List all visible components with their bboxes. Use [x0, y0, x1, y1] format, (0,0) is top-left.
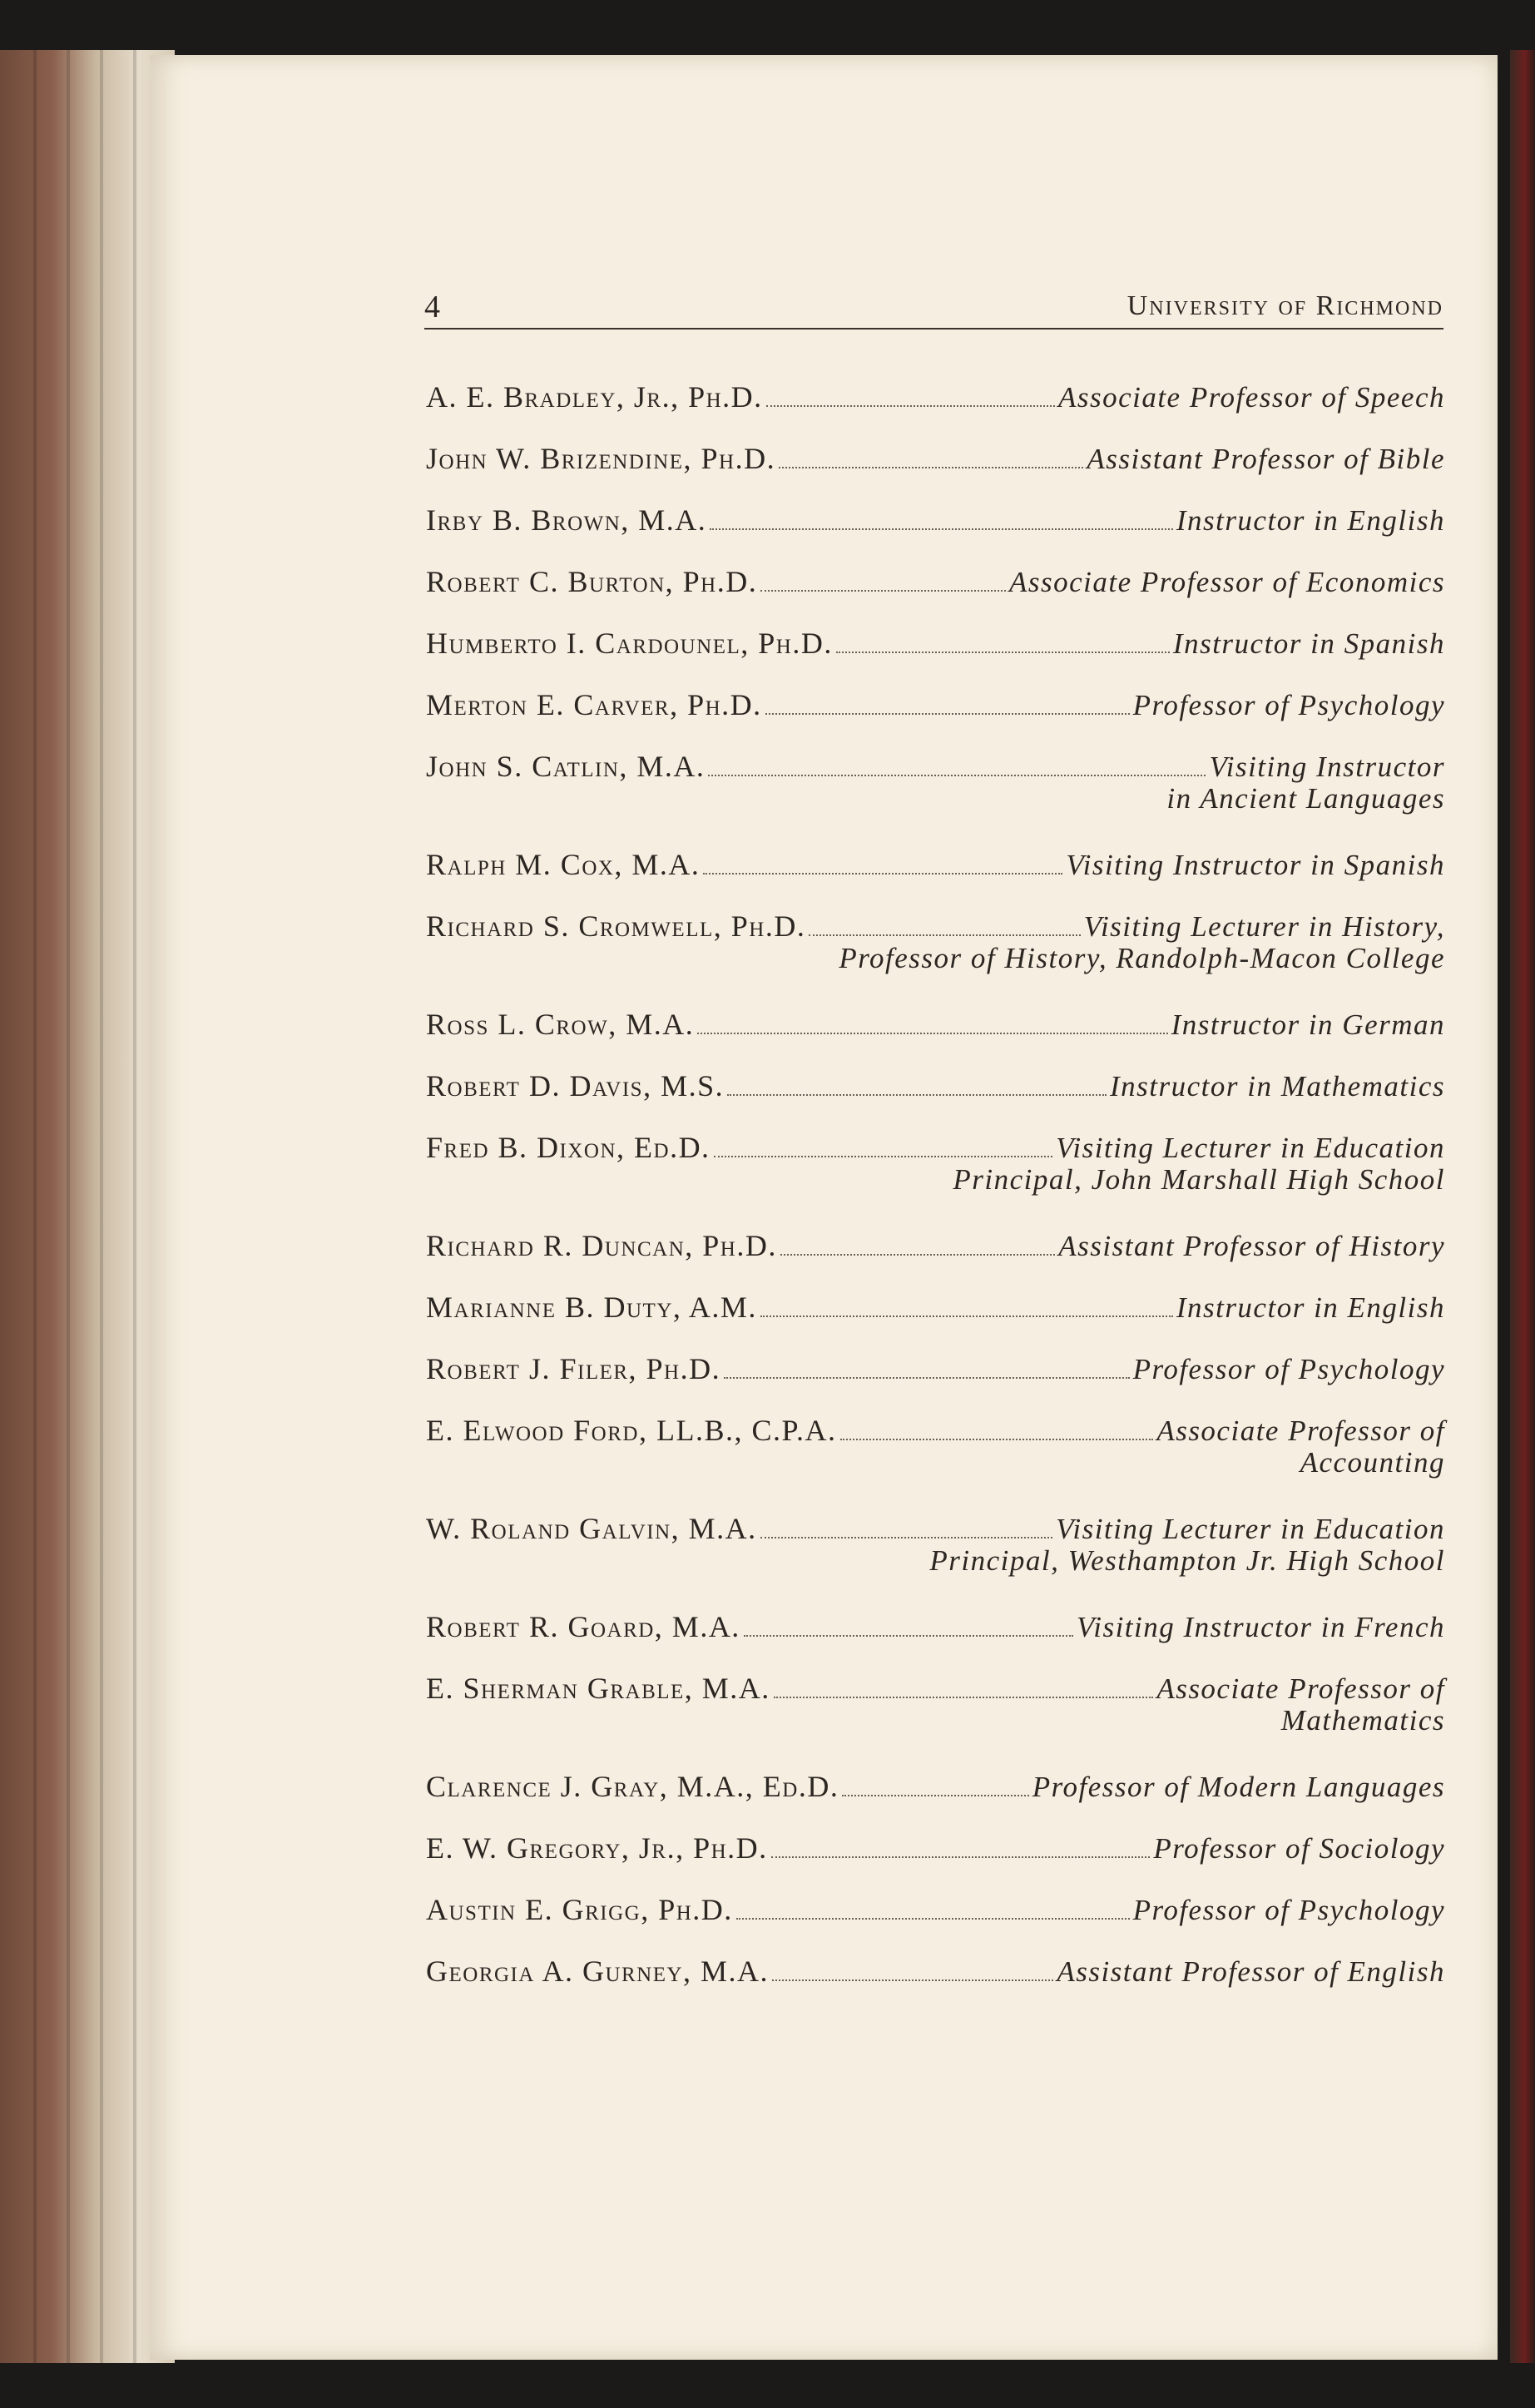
faculty-name: Austin E. Grigg, Ph.D.	[426, 1893, 733, 1926]
faculty-title: Professor of Modern Languages	[1032, 1771, 1445, 1803]
entry-line	[426, 1596, 1445, 1657]
faculty-title-continued: Mathematics	[1280, 1704, 1445, 1737]
faculty-title: Visiting Instructor in French	[1076, 1611, 1445, 1643]
faculty-name: Merton E. Carver, Ph.D.	[426, 688, 762, 721]
entry-line	[426, 1338, 1445, 1400]
faculty-entry	[426, 1817, 1445, 1879]
faculty-entry	[426, 1276, 1445, 1338]
faculty-entry	[426, 993, 1445, 1055]
dot-leader	[771, 1856, 1151, 1858]
faculty-entry	[426, 1879, 1445, 1940]
faculty-name: Georgia A. Gurney, M.A.	[426, 1955, 770, 1988]
dot-leader	[760, 590, 1006, 592]
faculty-name: Clarence J. Gray, M.A., Ed.D.	[426, 1770, 839, 1803]
book-cover-edge	[1510, 50, 1535, 2363]
faculty-name: Richard R. Duncan, Ph.D.	[426, 1229, 777, 1262]
faculty-entry	[426, 1940, 1445, 2002]
entry-line	[426, 1940, 1445, 2002]
faculty-list	[426, 366, 1445, 2002]
dot-leader	[760, 1537, 1052, 1538]
faculty-title: Visiting Lecturer in Education	[1056, 1132, 1445, 1164]
faculty-title: Professor of Sociology	[1153, 1832, 1445, 1865]
faculty-name: Robert C. Burton, Ph.D.	[426, 565, 758, 598]
faculty-entry	[426, 674, 1445, 736]
faculty-title: Visiting Lecturer in Education	[1056, 1513, 1445, 1545]
faculty-title: Assistant Professor of History	[1058, 1230, 1445, 1262]
faculty-title: Associate Professor of	[1156, 1415, 1445, 1447]
entry-line	[426, 1215, 1445, 1276]
faculty-entry	[426, 736, 1445, 827]
faculty-title: Instructor in English	[1176, 1291, 1445, 1324]
faculty-name: Marianne B. Duty, A.M.	[426, 1291, 757, 1324]
dot-leader	[765, 713, 1130, 715]
faculty-name: Ross L. Crow, M.A.	[426, 1008, 695, 1041]
running-head: University of Richmond	[1126, 290, 1443, 321]
faculty-title: Instructor in English	[1176, 504, 1445, 537]
faculty-entry	[426, 1338, 1445, 1400]
faculty-title: Associate Professor of	[1156, 1672, 1445, 1705]
faculty-title: Assistant Professor of English	[1057, 1955, 1445, 1988]
faculty-name: Fred B. Dixon, Ed.D.	[426, 1131, 711, 1164]
faculty-title: Assistant Professor of Bible	[1087, 443, 1445, 475]
dot-leader	[766, 405, 1055, 407]
dot-leader	[774, 1697, 1154, 1698]
faculty-name: E. W. Gregory, Jr., Ph.D.	[426, 1831, 768, 1865]
faculty-entry	[426, 366, 1445, 428]
faculty-title-continued: Professor of History, Randolph-Macon College	[839, 942, 1445, 974]
faculty-name: Robert J. Filer, Ph.D.	[426, 1352, 721, 1385]
faculty-entry	[426, 1596, 1445, 1657]
entry-line	[426, 428, 1445, 489]
faculty-title-continued: in Ancient Languages	[1166, 782, 1445, 815]
dot-leader	[772, 1979, 1053, 1981]
faculty-title: Associate Professor of Economics	[1008, 566, 1445, 598]
header-rule	[424, 328, 1443, 329]
faculty-name: John W. Brizendine, Ph.D.	[426, 442, 776, 475]
faculty-name: Robert D. Davis, M.S.	[426, 1069, 725, 1102]
entry-line	[426, 674, 1445, 736]
faculty-entry	[426, 428, 1445, 489]
faculty-entry	[426, 1400, 1445, 1491]
entry-line	[426, 1817, 1445, 1879]
faculty-name: W. Roland Galvin, M.A.	[426, 1512, 757, 1545]
faculty-title-continued: Accounting	[1300, 1446, 1445, 1479]
entry-line	[426, 1879, 1445, 1940]
entry-line	[426, 551, 1445, 612]
dot-leader	[836, 652, 1170, 653]
faculty-name: Ralph M. Cox, M.A.	[426, 848, 701, 881]
entry-line	[426, 489, 1445, 551]
entry-line	[426, 1055, 1445, 1117]
dot-leader	[710, 528, 1173, 530]
faculty-entry	[426, 1215, 1445, 1276]
dot-leader	[760, 1315, 1173, 1317]
faculty-name: E. Elwood Ford, LL.B., C.P.A.	[426, 1414, 837, 1447]
dot-leader	[840, 1439, 1154, 1440]
faculty-entry	[426, 895, 1445, 987]
dot-leader	[780, 1254, 1055, 1256]
faculty-title-continued: Principal, John Marshall High School	[953, 1163, 1445, 1196]
faculty-entry	[426, 1117, 1445, 1208]
faculty-title: Associate Professor of Speech	[1057, 381, 1445, 414]
faculty-entry	[426, 551, 1445, 612]
faculty-title: Visiting Instructor in Spanish	[1066, 849, 1445, 881]
faculty-entry	[426, 489, 1445, 551]
dot-leader	[714, 1156, 1053, 1157]
faculty-name: John S. Catlin, M.A.	[426, 750, 706, 783]
faculty-title: Instructor in German	[1171, 1008, 1445, 1041]
dot-leader	[744, 1635, 1073, 1637]
faculty-entry	[426, 1756, 1445, 1817]
faculty-title: Professor of Psychology	[1132, 689, 1445, 721]
faculty-name: Richard S. Cromwell, Ph.D.	[426, 909, 806, 943]
dot-leader	[697, 1033, 1167, 1034]
faculty-name: A. E. Bradley, Jr., Ph.D.	[426, 380, 763, 414]
faculty-entry	[426, 1498, 1445, 1589]
dot-leader	[842, 1795, 1028, 1796]
dot-leader	[779, 467, 1083, 468]
entry-line	[426, 834, 1445, 895]
faculty-name: E. Sherman Grable, M.A.	[426, 1672, 770, 1705]
faculty-entry	[426, 612, 1445, 674]
faculty-title: Instructor in Mathematics	[1109, 1070, 1445, 1102]
entry-line	[426, 993, 1445, 1055]
faculty-entry	[426, 1657, 1445, 1749]
entry-line	[426, 366, 1445, 428]
page-number: 4	[424, 290, 440, 325]
faculty-name: Robert R. Goard, M.A.	[426, 1610, 740, 1643]
faculty-entry	[426, 834, 1445, 895]
entry-line	[426, 1756, 1445, 1817]
dot-leader	[708, 775, 1206, 776]
dot-leader	[727, 1094, 1107, 1096]
faculty-entry	[426, 1055, 1445, 1117]
faculty-title: Professor of Psychology	[1132, 1353, 1445, 1385]
faculty-name: Irby B. Brown, M.A.	[426, 503, 707, 537]
dot-leader	[703, 873, 1062, 875]
dot-leader	[724, 1377, 1130, 1379]
page-header	[275, 287, 1443, 330]
faculty-title: Instructor in Spanish	[1172, 627, 1445, 660]
entry-line	[426, 1276, 1445, 1338]
book-page-edges	[0, 50, 175, 2363]
faculty-title-continued: Principal, Westhampton Jr. High School	[929, 1544, 1445, 1577]
faculty-title: Visiting Instructor	[1209, 751, 1445, 783]
dot-leader	[809, 934, 1080, 936]
faculty-title: Visiting Lecturer in History,	[1083, 910, 1445, 943]
entry-line	[426, 612, 1445, 674]
faculty-title: Professor of Psychology	[1132, 1894, 1445, 1926]
faculty-name: Humberto I. Cardounel, Ph.D.	[426, 627, 833, 660]
dot-leader	[736, 1918, 1130, 1920]
